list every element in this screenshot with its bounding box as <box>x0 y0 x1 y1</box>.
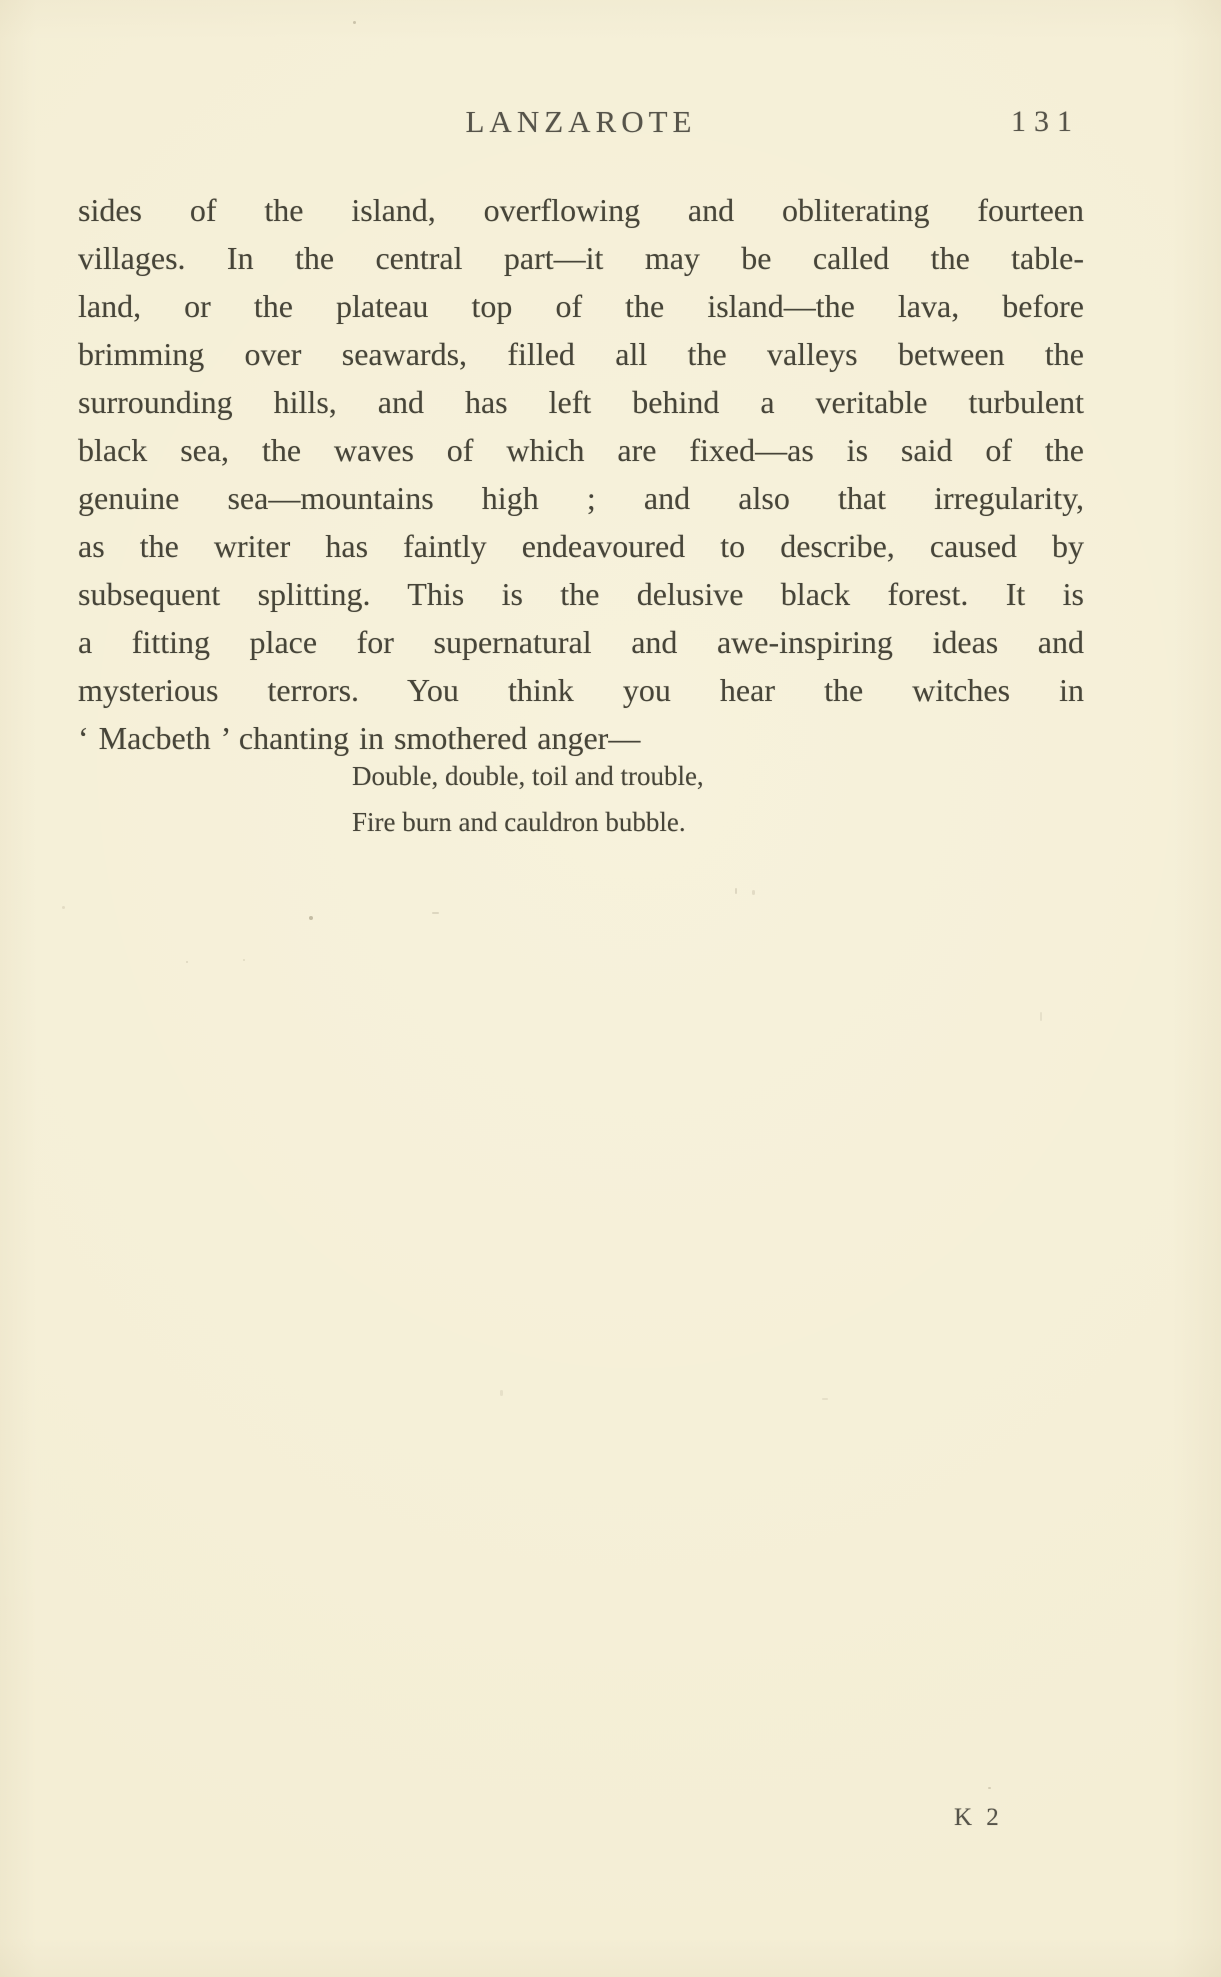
paper-speck <box>186 961 188 963</box>
text-line: subsequent splitting. This is the delusive black forest. It is <box>78 576 1084 612</box>
paper-speck <box>432 912 439 914</box>
verse-quotation <box>352 753 704 845</box>
page-number: 131 <box>1011 105 1080 138</box>
page-title: LANZAROTE <box>465 104 697 139</box>
text-line: land, or the plateau top of the island—the lava, before <box>78 288 1084 324</box>
paper-speck <box>62 906 65 909</box>
paper-speck <box>822 1398 828 1400</box>
text-line: as the writer has faintly endeavoured to describe, caused by <box>78 528 1084 564</box>
verse-line: Double, double, toil and trouble, <box>352 761 704 791</box>
text-line: sides of the island, overflowing and obliterating fourteen <box>78 192 1084 228</box>
text-line: genuine sea—mountains high ; and also that irregularity, <box>78 480 1084 516</box>
text-line: a fitting place for supernatural and awe-inspiring ideas and <box>78 624 1084 660</box>
body-paragraph <box>78 186 1084 762</box>
text-line: villages. In the central part—it may be called the table- <box>78 240 1084 276</box>
paper-speck <box>735 888 737 894</box>
text-line: ‘ Macbeth ’ chanting in smothered anger— <box>78 720 641 756</box>
paper-speck <box>500 1390 503 1396</box>
paper-speck <box>1040 1012 1042 1021</box>
text-line: black sea, the waves of which are fixed—as is said of the <box>78 432 1084 468</box>
text-line: brimming over seawards, filled all the valleys between the <box>78 336 1084 372</box>
running-header <box>78 104 1084 154</box>
verse-line: Fire burn and cauldron bubble. <box>352 807 686 837</box>
paper-speck <box>243 959 245 961</box>
paper-speck <box>752 890 755 895</box>
text-line: mysterious terrors. You think you hear the witches in <box>78 672 1084 708</box>
paper-speck <box>988 1787 991 1789</box>
text-line: surrounding hills, and has left behind a veritable turbulent <box>78 384 1084 420</box>
paper-speck <box>353 21 356 24</box>
signature-mark: K 2 <box>954 1804 1003 1831</box>
paper-speck <box>309 916 313 920</box>
